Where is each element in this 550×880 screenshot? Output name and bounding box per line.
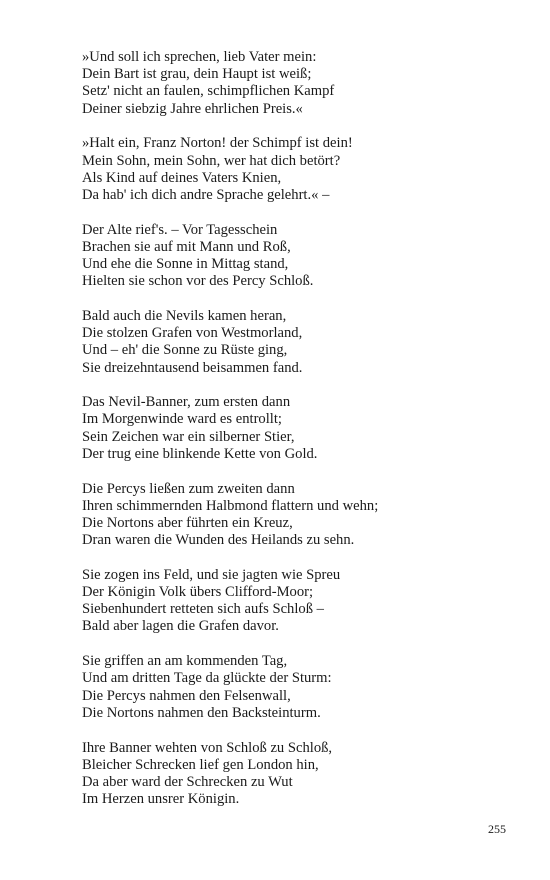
poem-body	[82, 49, 522, 826]
poem-line: Siebenhundert retteten sich aufs Schloß –	[82, 601, 324, 618]
poem-line: Brachen sie auf mit Mann und Roß,	[82, 238, 291, 255]
poem-line: Der trug eine blinkende Kette von Gold.	[82, 445, 318, 462]
poem-line: Der Alte rief's. – Vor Tagesschein	[82, 221, 278, 238]
poem-line: Bald auch die Nevils kamen heran,	[82, 307, 287, 324]
poem-line: Bald aber lagen die Grafen davor.	[82, 618, 279, 635]
stanza-8	[82, 653, 522, 722]
stanza-6	[82, 481, 522, 550]
poem-line: Die Percys ließen zum zweiten dann	[82, 480, 295, 497]
page-number: 255	[488, 822, 506, 836]
stanza-1	[82, 49, 522, 118]
poem-line: Die Nortons nahmen den Backsteinturm.	[82, 704, 321, 721]
stanza-5	[82, 394, 522, 463]
poem-line: Sie griffen an am kommenden Tag,	[82, 653, 288, 670]
poem-line: Hielten sie schon vor des Percy Schloß.	[82, 273, 314, 290]
poem-line: Setz' nicht an faulen, schimpflichen Kampf	[82, 83, 335, 100]
poem-line: »Halt ein, Franz Norton! der Schimpf ist dein!	[82, 135, 353, 152]
poem-line: Und – eh' die Sonne zu Rüste ging,	[82, 342, 288, 359]
poem-line: Ihren schimmernden Halbmond flattern und wehn;	[82, 497, 379, 514]
poem-line: Bleicher Schrecken lief gen London hin,	[82, 756, 319, 773]
poem-line: Da aber ward der Schrecken zu Wut	[82, 773, 293, 790]
poem-line: Im Morgenwinde ward es entrollt;	[82, 411, 282, 428]
poem-line: Die Percys nahmen den Felsenwall,	[82, 687, 291, 704]
poem-line: Deiner siebzig Jahre ehrlichen Preis.«	[82, 100, 303, 117]
stanza-9	[82, 740, 522, 809]
poem-line: Die stolzen Grafen von Westmorland,	[82, 325, 303, 342]
poem-line: Da hab' ich dich andre Sprache gelehrt.« –	[82, 186, 330, 203]
poem-line: Die Nortons aber führten ein Kreuz,	[82, 514, 293, 531]
stanza-3	[82, 222, 522, 291]
stanza-7	[82, 567, 522, 636]
stanza-2	[82, 135, 522, 204]
poem-line: Sie zogen ins Feld, und sie jagten wie Spreu	[82, 566, 341, 583]
poem-line: Und ehe die Sonne in Mittag stand,	[82, 256, 289, 273]
poem-line: Mein Sohn, mein Sohn, wer hat dich betört?	[82, 152, 341, 169]
poem-line: Dran waren die Wunden des Heilands zu sehn.	[82, 532, 355, 549]
poem-line: Im Herzen unsrer Königin.	[82, 791, 240, 808]
poem-line: Sie dreizehntausend beisammen fand.	[82, 359, 303, 376]
stanza-4	[82, 308, 522, 377]
poem-line: »Und soll ich sprechen, lieb Vater mein:	[82, 49, 317, 65]
poem-line: Sein Zeichen war ein silberner Stier,	[82, 428, 295, 445]
poem-line: Dein Bart ist grau, dein Haupt ist weiß;	[82, 66, 312, 83]
poem-line: Als Kind auf deines Vaters Knien,	[82, 169, 282, 186]
poem-line: Und am dritten Tage da glückte der Sturm:	[82, 670, 332, 687]
poem-line: Der Königin Volk übers Clifford-Moor;	[82, 584, 314, 601]
poem-line: Das Nevil-Banner, zum ersten dann	[82, 394, 291, 411]
poem-line: Ihre Banner wehten von Schloß zu Schloß,	[82, 739, 333, 756]
